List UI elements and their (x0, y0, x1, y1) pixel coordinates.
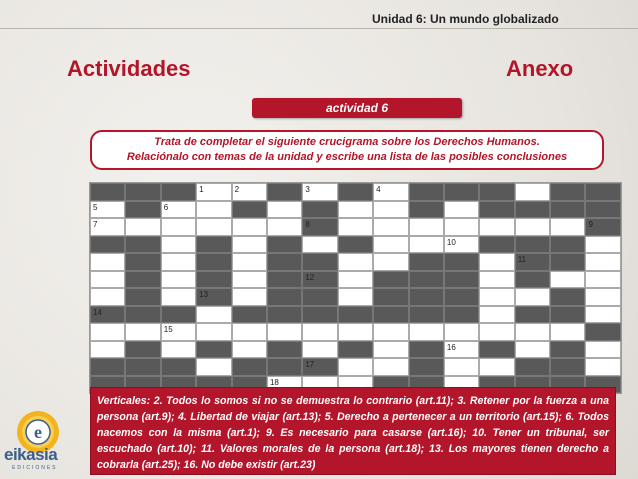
crossword-cell[interactable] (515, 183, 550, 201)
crossword-cell[interactable] (585, 253, 620, 271)
crossword-cell[interactable] (90, 253, 125, 271)
header-divider (0, 28, 638, 29)
crossword-clue-number: 4 (376, 185, 381, 194)
crossword-cell[interactable] (444, 218, 479, 236)
crossword-clue-number: 16 (446, 342, 456, 352)
crossword-cell[interactable] (90, 271, 125, 289)
crossword-clue-number: 12 (305, 272, 315, 282)
crossword-block-cell (515, 236, 550, 254)
crossword-clue-number: 8 (305, 220, 310, 229)
crossword-cell[interactable] (515, 288, 550, 306)
logo-subtitle: EDICIONES (12, 465, 58, 471)
crossword-block-cell (585, 201, 620, 219)
crossword-block-cell (302, 218, 337, 236)
crossword-cell[interactable] (232, 253, 267, 271)
crossword-block-cell (550, 341, 585, 359)
crossword-cell[interactable] (585, 288, 620, 306)
crossword-block-cell (409, 288, 444, 306)
crossword-cell[interactable] (232, 323, 267, 341)
crossword-cell[interactable] (479, 288, 514, 306)
crossword-block-cell (409, 341, 444, 359)
crossword-block-cell (479, 236, 514, 254)
crossword-clue-number: 18 (269, 377, 279, 387)
crossword-cell[interactable] (161, 323, 196, 341)
section-title-activities: Actividades (67, 56, 191, 81)
activity-label: actividad 6 (252, 98, 462, 118)
crossword-cell[interactable] (302, 236, 337, 254)
crossword-cell[interactable] (373, 201, 408, 219)
crossword-cell[interactable] (302, 341, 337, 359)
crossword-clue-number: 17 (305, 360, 315, 369)
crossword-cell[interactable] (479, 271, 514, 289)
crossword-cell[interactable] (338, 201, 373, 219)
crossword-cell[interactable] (338, 253, 373, 271)
crossword-cell[interactable] (125, 218, 160, 236)
crossword-cell[interactable] (90, 288, 125, 306)
crossword-cell[interactable] (90, 218, 125, 236)
crossword-block-cell (90, 236, 125, 254)
crossword-block-cell (125, 271, 160, 289)
section-title-annex: Anexo (506, 56, 574, 81)
crossword-block-cell (302, 253, 337, 271)
crossword-cell[interactable] (161, 341, 196, 359)
crossword-cell[interactable] (267, 218, 302, 236)
crossword-cell[interactable] (196, 218, 231, 236)
crossword-block-cell (479, 341, 514, 359)
crossword-clue-number: 1 (199, 185, 204, 194)
crossword-block-cell (161, 306, 196, 324)
logo-letter: e (34, 422, 42, 442)
crossword-block-cell (125, 288, 160, 306)
crossword-cell[interactable] (444, 341, 479, 359)
crossword-block-cell (515, 358, 550, 376)
clues-box: Verticales: 2. Todos lo somos si no se demuestra lo contrario (art.11); 3. Retener por la fuerza a una persona (art.9); 4. Libertad de viajar (art.13); 5. Derecho a pertenecer a un territorio (art.15); 6. Todos nacemos con la misma (art.1); 9. Es necesario para casarse (art.16); 10. Tener un tribunal, ser escuchado (art.10); 11. Valores morales de la persona (art.18); 13. Los mayores tienen derecho a cobrarla (art.25); 16. No debe existir (art.23) (90, 387, 616, 475)
unit-title: Unidad 6: Un mundo globalizado (372, 12, 559, 26)
crossword-block-cell (515, 253, 550, 271)
crossword-cell[interactable] (585, 358, 620, 376)
crossword-clue-number: 15 (163, 325, 173, 334)
crossword-block-cell (196, 288, 231, 306)
crossword-cell[interactable] (373, 253, 408, 271)
crossword-grid (89, 182, 622, 394)
crossword-block-cell (444, 271, 479, 289)
crossword-cell[interactable] (161, 201, 196, 219)
crossword-block-cell (302, 358, 337, 376)
crossword-block-cell (515, 306, 550, 324)
crossword-cell[interactable] (373, 183, 408, 201)
crossword-cell[interactable] (161, 271, 196, 289)
crossword-block-cell (585, 183, 620, 201)
crossword-block-cell (515, 201, 550, 219)
crossword-block-cell (444, 288, 479, 306)
crossword-block-cell (302, 201, 337, 219)
crossword-cell[interactable] (373, 218, 408, 236)
crossword-cell[interactable] (302, 183, 337, 201)
crossword-cell[interactable] (479, 253, 514, 271)
crossword-cell[interactable] (232, 271, 267, 289)
crossword-block-cell (196, 341, 231, 359)
crossword-block-cell (515, 271, 550, 289)
crossword-cell[interactable] (373, 341, 408, 359)
crossword-block-cell (550, 183, 585, 201)
crossword-cell[interactable] (515, 323, 550, 341)
crossword-cell[interactable] (232, 236, 267, 254)
crossword-cell[interactable] (444, 201, 479, 219)
crossword-block-cell (125, 236, 160, 254)
crossword-cell[interactable] (479, 306, 514, 324)
crossword-cell[interactable] (232, 341, 267, 359)
crossword-block-cell (409, 358, 444, 376)
crossword-cell[interactable] (585, 341, 620, 359)
crossword-block-cell (338, 183, 373, 201)
crossword-block-cell (550, 358, 585, 376)
instructions-line-2: Relaciónalo con temas de la unidad y escribe una lista de las posibles conclusiones (126, 151, 568, 163)
crossword-block-cell (232, 358, 267, 376)
crossword-block-cell (90, 358, 125, 376)
crossword-cell[interactable] (90, 323, 125, 341)
crossword-cell[interactable] (90, 341, 125, 359)
crossword-cell[interactable] (161, 218, 196, 236)
crossword-cell[interactable] (444, 358, 479, 376)
crossword-block-cell (338, 306, 373, 324)
crossword-block-cell (338, 341, 373, 359)
crossword-block-cell (125, 201, 160, 219)
crossword-clue-number: 11 (517, 255, 526, 264)
crossword-cell[interactable] (585, 236, 620, 254)
crossword-block-cell (409, 201, 444, 219)
crossword-cell[interactable] (338, 271, 373, 289)
crossword-block-cell (267, 341, 302, 359)
crossword-block-cell (479, 201, 514, 219)
crossword-block-cell (267, 183, 302, 201)
crossword-block-cell (267, 271, 302, 289)
crossword-block-cell (161, 358, 196, 376)
instructions-box (90, 130, 604, 170)
crossword-block-cell (196, 236, 231, 254)
crossword-clue-number: 10 (446, 237, 456, 247)
crossword-cell[interactable] (161, 253, 196, 271)
crossword-block-cell (550, 236, 585, 254)
logo-wordmark: eikasia (4, 445, 58, 464)
crossword-block-cell (302, 306, 337, 324)
crossword-block-cell (196, 253, 231, 271)
crossword-clue-number: 7 (93, 220, 98, 229)
crossword-block-cell (409, 306, 444, 324)
crossword-block-cell (444, 183, 479, 201)
crossword-block-cell (90, 183, 125, 201)
crossword-cell[interactable] (515, 341, 550, 359)
crossword-clue-number: 6 (163, 202, 169, 212)
crossword-block-cell (550, 253, 585, 271)
crossword-clue-number: 14 (93, 307, 102, 317)
crossword-cell[interactable] (196, 323, 231, 341)
crossword-block-cell (267, 236, 302, 254)
crossword-block-cell (479, 183, 514, 201)
crossword-block-cell (302, 288, 337, 306)
crossword-block-cell (373, 288, 408, 306)
crossword-cell[interactable] (125, 323, 160, 341)
crossword-cell[interactable] (196, 306, 231, 324)
crossword-block-cell (267, 358, 302, 376)
crossword-block-cell (125, 306, 160, 324)
crossword-block-cell (232, 306, 267, 324)
crossword-block-cell (373, 271, 408, 289)
crossword-cell[interactable] (409, 236, 444, 254)
crossword-cell[interactable] (373, 358, 408, 376)
crossword-cell[interactable] (550, 218, 585, 236)
crossword-block-cell (90, 306, 125, 324)
crossword-block-cell (125, 358, 160, 376)
crossword-cell[interactable] (338, 288, 373, 306)
crossword-block-cell (125, 183, 160, 201)
crossword-block-cell (267, 288, 302, 306)
crossword-cell[interactable] (479, 358, 514, 376)
crossword-block-cell (444, 253, 479, 271)
crossword-clue-number: 13 (199, 290, 209, 299)
crossword-block-cell (338, 236, 373, 254)
crossword-block-cell (409, 253, 444, 271)
crossword-block-cell (267, 253, 302, 271)
crossword-cell[interactable] (161, 236, 196, 254)
crossword-clue-number: 3 (305, 185, 310, 194)
crossword-cell[interactable] (302, 323, 337, 341)
crossword-cell[interactable] (196, 201, 231, 219)
crossword-cell[interactable] (196, 183, 231, 201)
crossword-cell[interactable] (267, 323, 302, 341)
crossword-cell[interactable] (232, 288, 267, 306)
crossword-cell[interactable] (585, 306, 620, 324)
crossword-cell[interactable] (515, 218, 550, 236)
crossword-block-cell (125, 341, 160, 359)
crossword-cell[interactable] (338, 218, 373, 236)
crossword-block-cell (444, 306, 479, 324)
crossword-cell[interactable] (479, 218, 514, 236)
crossword-clue-number: 5 (93, 202, 98, 212)
crossword-cell[interactable] (373, 323, 408, 341)
crossword-block-cell (161, 183, 196, 201)
crossword-block-cell (232, 201, 267, 219)
crossword-cell[interactable] (585, 271, 620, 289)
crossword-cell[interactable] (232, 218, 267, 236)
crossword-cell[interactable] (196, 358, 231, 376)
instructions-line-1: Trata de completar el siguiente crucigrama sobre los Derechos Humanos. (154, 136, 540, 148)
crossword-block-cell (373, 306, 408, 324)
crossword-block-cell (409, 183, 444, 201)
crossword-block-cell (550, 201, 585, 219)
crossword-cell[interactable] (479, 323, 514, 341)
crossword-cell[interactable] (338, 323, 373, 341)
crossword-block-cell (550, 288, 585, 306)
crossword-cell[interactable] (373, 236, 408, 254)
crossword-cell[interactable] (232, 183, 267, 201)
crossword-cell[interactable] (409, 323, 444, 341)
crossword-cell[interactable] (267, 201, 302, 219)
crossword-clue-number: 9 (588, 220, 593, 229)
crossword-cell[interactable] (338, 358, 373, 376)
crossword-block-cell (550, 306, 585, 324)
crossword-block-cell (267, 306, 302, 324)
crossword-cell[interactable] (409, 218, 444, 236)
crossword-cell[interactable] (444, 236, 479, 254)
crossword-block-cell (125, 253, 160, 271)
crossword-block-cell (196, 271, 231, 289)
crossword-cell[interactable] (161, 288, 196, 306)
crossword-block-cell (585, 323, 620, 341)
crossword-block-cell (409, 271, 444, 289)
crossword-block-cell (302, 271, 337, 289)
crossword-cell[interactable] (550, 271, 585, 289)
crossword-cell[interactable] (90, 201, 125, 219)
crossword-cell[interactable] (550, 323, 585, 341)
crossword-clue-number: 2 (234, 185, 240, 194)
crossword-cell[interactable] (444, 323, 479, 341)
crossword-block-cell (585, 218, 620, 236)
